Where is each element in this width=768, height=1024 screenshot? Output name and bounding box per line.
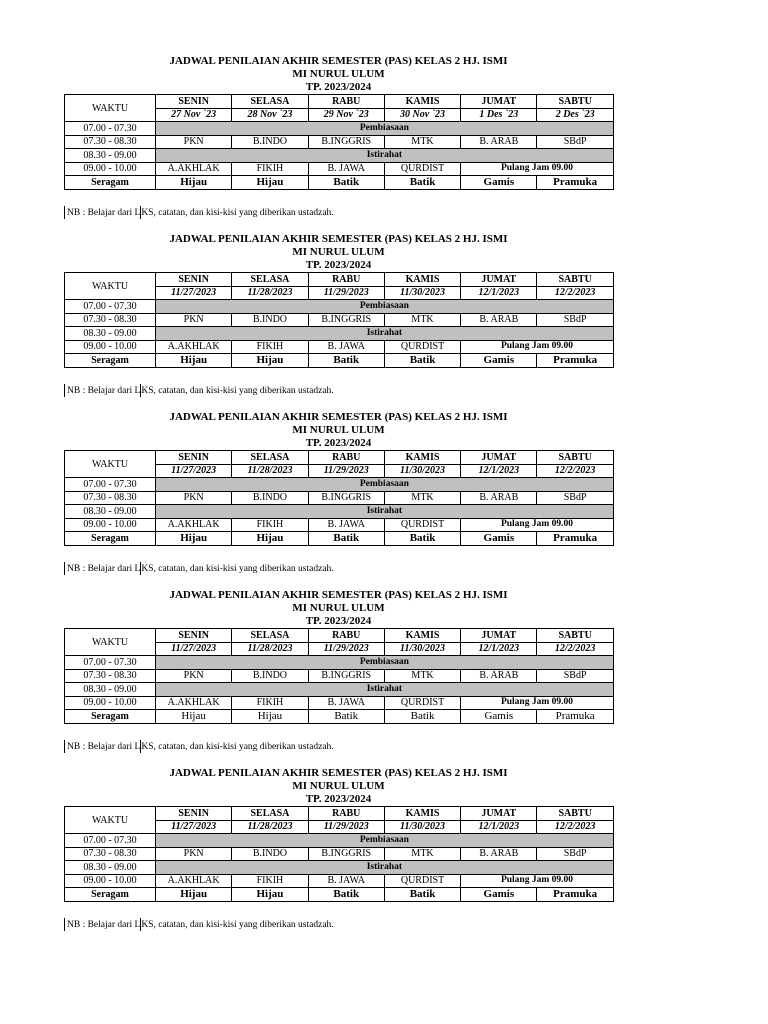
row-pembiasaan [65,300,614,314]
row-istirahat [65,327,614,341]
seragam-cell: Batik [384,710,460,724]
header-row-days [65,273,614,287]
header-row-days [65,629,614,643]
time-cell: 07.30 - 08.30 [65,313,156,327]
row-session-1 [65,847,614,861]
date-cell: 11/30/2023 [384,642,460,656]
subject-cell: MTK [384,491,460,505]
day-header: RABU [308,273,384,287]
subject-cell: B. ARAB [461,491,537,505]
subject-cell: QURDIST [384,696,460,710]
subject-cell: A.AKHLAK [156,162,232,176]
subject-cell: B. JAWA [308,162,384,176]
note-text-start: NB : Belajar dari L [67,563,141,574]
subject-cell: SBdP [537,135,613,149]
day-header: SELASA [232,273,308,287]
seragam-cell: Batik [308,710,384,724]
subject-cell: FIKIH [232,340,308,354]
header-row-days [65,807,614,821]
date-cell: 11/28/2023 [232,286,308,300]
subject-cell: A.AKHLAK [156,874,232,888]
note-text-end: KS, catatan, dan kisi-kisi yang diberikan ustadzah. [141,385,334,396]
subject-cell: MTK [384,669,460,683]
date-cell: 11/27/2023 [156,286,232,300]
title-line-2: MI NURUL ULUM [292,602,385,614]
time-cell: 08.30 - 09.00 [65,149,156,163]
note-margin-bar [64,384,65,397]
seragam-cell: Hijau [232,710,308,724]
date-cell: 11/30/2023 [384,464,460,478]
day-header: SABTU [537,95,613,109]
row-seragam [65,354,614,368]
subject-cell: A.AKHLAK [156,696,232,710]
pembiasaan-cell: Pembiasaan [156,656,614,670]
istirahat-cell: Istirahat [156,861,614,875]
day-header: SABTU [537,807,613,821]
day-header: SENIN [156,95,232,109]
waktu-header: WAKTU [65,807,156,834]
istirahat-cell: Istirahat [156,505,614,519]
pulang-cell: Pulang Jam 09.00 [461,162,614,176]
subject-cell: PKN [156,135,232,149]
date-cell: 28 Nov `23 [232,108,308,122]
pulang-cell: Pulang Jam 09.00 [461,696,614,710]
day-header: SABTU [537,273,613,287]
subject-cell: QURDIST [384,162,460,176]
date-cell: 30 Nov `23 [384,108,460,122]
row-pembiasaan [65,834,614,848]
row-seragam [65,176,614,190]
note-margin-bar [64,918,65,931]
subject-cell: B.INGGRIS [308,313,384,327]
seragam-cell: Hijau [156,532,232,546]
date-cell: 11/28/2023 [232,642,308,656]
day-header: SABTU [537,629,613,643]
subject-cell: B.INDO [232,313,308,327]
schedule-block [64,411,613,576]
time-cell: 09.00 - 10.00 [65,162,156,176]
seragam-cell: Pramuka [537,176,613,190]
time-cell: 09.00 - 10.00 [65,874,156,888]
schedule-table [64,94,614,190]
waktu-header: WAKTU [65,629,156,656]
date-cell: 12/2/2023 [537,464,613,478]
row-session-2 [65,162,614,176]
title-line-2: MI NURUL ULUM [292,424,385,436]
seragam-label: Seragam [65,710,156,724]
subject-cell: B. JAWA [308,340,384,354]
seragam-cell: Pramuka [537,888,613,902]
seragam-label: Seragam [65,176,156,190]
seragam-cell: Hijau [156,176,232,190]
seragam-cell: Pramuka [537,354,613,368]
title-line-3: TP. 2023/2024 [305,259,372,271]
note-line [64,918,613,932]
seragam-cell: Gamis [461,710,537,724]
time-cell: 07.00 - 07.30 [65,834,156,848]
schedule-table [64,628,614,724]
date-cell: 12/1/2023 [461,820,537,834]
seragam-label: Seragam [65,532,156,546]
subject-cell: B. JAWA [308,874,384,888]
seragam-cell: Batik [308,176,384,190]
seragam-cell: Hijau [232,532,308,546]
date-cell: 2 Des `23 [537,108,613,122]
subject-cell: FIKIH [232,162,308,176]
day-header: KAMIS [384,807,460,821]
note-text-start: NB : Belajar dari L [67,919,141,930]
day-header: SENIN [156,807,232,821]
subject-cell: B.INDO [232,491,308,505]
note-margin-bar [64,740,65,753]
title-line-3: TP. 2023/2024 [305,793,372,805]
date-cell: 11/27/2023 [156,820,232,834]
title-line-1: JADWAL PENILAIAN AKHIR SEMESTER (PAS) KELAS 2 HJ. ISMI [169,55,508,67]
schedule-block [64,233,613,398]
day-header: JUMAT [461,451,537,465]
pembiasaan-cell: Pembiasaan [156,300,614,314]
subject-cell: B. JAWA [308,518,384,532]
note-text-end: KS, catatan, dan kisi-kisi yang diberikan ustadzah. [141,741,334,752]
day-header: SENIN [156,451,232,465]
note-text-end: KS, catatan, dan kisi-kisi yang diberikan ustadzah. [141,563,334,574]
subject-cell: MTK [384,135,460,149]
note-margin-bar [64,206,65,219]
day-header: JUMAT [461,95,537,109]
subject-cell: MTK [384,847,460,861]
schedule-table [64,272,614,368]
date-cell: 12/2/2023 [537,642,613,656]
title-line-2: MI NURUL ULUM [292,246,385,258]
row-session-2 [65,696,614,710]
title-line-3: TP. 2023/2024 [305,615,372,627]
waktu-header: WAKTU [65,273,156,300]
schedule-title [64,411,613,450]
date-cell: 11/29/2023 [308,820,384,834]
date-cell: 11/29/2023 [308,642,384,656]
note-text-end: KS, catatan, dan kisi-kisi yang diberikan ustadzah. [141,919,334,930]
title-line-1: JADWAL PENILAIAN AKHIR SEMESTER (PAS) KELAS 2 HJ. ISMI [169,233,508,245]
day-header: KAMIS [384,451,460,465]
row-session-2 [65,874,614,888]
time-cell: 07.00 - 07.30 [65,122,156,136]
pembiasaan-cell: Pembiasaan [156,478,614,492]
subject-cell: SBdP [537,491,613,505]
date-cell: 11/28/2023 [232,820,308,834]
istirahat-cell: Istirahat [156,683,614,697]
time-cell: 08.30 - 09.00 [65,505,156,519]
note-line [64,740,613,754]
note-text-end: KS, catatan, dan kisi-kisi yang diberikan ustadzah. [141,207,334,218]
subject-cell: B.INGGRIS [308,847,384,861]
row-seragam [65,710,614,724]
subject-cell: PKN [156,313,232,327]
subject-cell: B. ARAB [461,669,537,683]
date-cell: 11/27/2023 [156,464,232,478]
date-cell: 11/30/2023 [384,286,460,300]
row-pembiasaan [65,656,614,670]
time-cell: 08.30 - 09.00 [65,683,156,697]
title-line-3: TP. 2023/2024 [305,437,372,449]
seragam-cell: Hijau [156,354,232,368]
row-session-2 [65,518,614,532]
day-header: KAMIS [384,629,460,643]
note-line [64,206,613,220]
seragam-cell: Hijau [232,888,308,902]
subject-cell: FIKIH [232,696,308,710]
date-cell: 12/1/2023 [461,642,537,656]
row-session-2 [65,340,614,354]
seragam-cell: Gamis [461,888,537,902]
waktu-header: WAKTU [65,95,156,122]
waktu-header: WAKTU [65,451,156,478]
date-cell: 11/30/2023 [384,820,460,834]
seragam-cell: Hijau [232,176,308,190]
date-cell: 11/29/2023 [308,286,384,300]
time-cell: 09.00 - 10.00 [65,340,156,354]
date-cell: 11/29/2023 [308,464,384,478]
day-header: JUMAT [461,273,537,287]
day-header: SELASA [232,95,308,109]
day-header: SENIN [156,273,232,287]
subject-cell: B.INGGRIS [308,669,384,683]
day-header: KAMIS [384,273,460,287]
time-cell: 07.30 - 08.30 [65,669,156,683]
day-header: JUMAT [461,807,537,821]
date-cell: 29 Nov `23 [308,108,384,122]
schedule-table [64,806,614,902]
schedule-block [64,55,613,220]
seragam-cell: Gamis [461,354,537,368]
pulang-cell: Pulang Jam 09.00 [461,518,614,532]
pembiasaan-cell: Pembiasaan [156,834,614,848]
time-cell: 08.30 - 09.00 [65,861,156,875]
seragam-cell: Hijau [156,888,232,902]
header-row-days [65,95,614,109]
seragam-cell: Batik [384,354,460,368]
subject-cell: A.AKHLAK [156,518,232,532]
schedule-block [64,767,613,932]
subject-cell: FIKIH [232,874,308,888]
seragam-label: Seragam [65,888,156,902]
seragam-cell: Pramuka [537,532,613,546]
subject-cell: SBdP [537,669,613,683]
date-cell: 12/1/2023 [461,464,537,478]
date-cell: 11/27/2023 [156,642,232,656]
seragam-cell: Batik [308,888,384,902]
date-cell: 27 Nov `23 [156,108,232,122]
row-session-1 [65,669,614,683]
day-header: KAMIS [384,95,460,109]
subject-cell: QURDIST [384,518,460,532]
seragam-label: Seragam [65,354,156,368]
note-text-start: NB : Belajar dari L [67,385,141,396]
subject-cell: SBdP [537,313,613,327]
subject-cell: B.INDO [232,847,308,861]
subject-cell: SBdP [537,847,613,861]
title-line-2: MI NURUL ULUM [292,780,385,792]
seragam-cell: Pramuka [537,710,613,724]
day-header: SELASA [232,451,308,465]
row-pembiasaan [65,122,614,136]
time-cell: 08.30 - 09.00 [65,327,156,341]
title-line-3: TP. 2023/2024 [305,81,372,93]
istirahat-cell: Istirahat [156,149,614,163]
time-cell: 07.30 - 08.30 [65,847,156,861]
title-line-2: MI NURUL ULUM [292,68,385,80]
day-header: RABU [308,451,384,465]
subject-cell: B. ARAB [461,135,537,149]
day-header: RABU [308,629,384,643]
schedule-title [64,589,613,628]
subject-cell: B.INGGRIS [308,491,384,505]
note-line [64,562,613,576]
subject-cell: B.INDO [232,135,308,149]
subject-cell: QURDIST [384,340,460,354]
note-text-start: NB : Belajar dari L [67,741,141,752]
seragam-cell: Batik [384,176,460,190]
subject-cell: MTK [384,313,460,327]
date-cell: 1 Des `23 [461,108,537,122]
seragam-cell: Batik [384,888,460,902]
schedule-title [64,233,613,272]
day-header: RABU [308,807,384,821]
row-istirahat [65,683,614,697]
subject-cell: B.INGGRIS [308,135,384,149]
row-seragam [65,888,614,902]
row-istirahat [65,505,614,519]
day-header: JUMAT [461,629,537,643]
subject-cell: B. JAWA [308,696,384,710]
title-line-1: JADWAL PENILAIAN AKHIR SEMESTER (PAS) KELAS 2 HJ. ISMI [169,767,508,779]
seragam-cell: Hijau [156,710,232,724]
time-cell: 07.30 - 08.30 [65,491,156,505]
day-header: SELASA [232,807,308,821]
time-cell: 09.00 - 10.00 [65,518,156,532]
subject-cell: FIKIH [232,518,308,532]
subject-cell: A.AKHLAK [156,340,232,354]
subject-cell: QURDIST [384,874,460,888]
subject-cell: B.INDO [232,669,308,683]
time-cell: 07.00 - 07.30 [65,656,156,670]
time-cell: 07.00 - 07.30 [65,300,156,314]
row-istirahat [65,149,614,163]
subject-cell: B. ARAB [461,847,537,861]
time-cell: 07.00 - 07.30 [65,478,156,492]
time-cell: 09.00 - 10.00 [65,696,156,710]
seragam-cell: Gamis [461,532,537,546]
schedule-title [64,55,613,94]
note-margin-bar [64,562,65,575]
row-session-1 [65,313,614,327]
subject-cell: B. ARAB [461,313,537,327]
schedule-table [64,450,614,546]
row-istirahat [65,861,614,875]
schedule-block [64,589,613,754]
istirahat-cell: Istirahat [156,327,614,341]
seragam-cell: Gamis [461,176,537,190]
schedule-title [64,767,613,806]
pulang-cell: Pulang Jam 09.00 [461,340,614,354]
date-cell: 11/28/2023 [232,464,308,478]
row-session-1 [65,135,614,149]
seragam-cell: Hijau [232,354,308,368]
row-pembiasaan [65,478,614,492]
row-seragam [65,532,614,546]
pembiasaan-cell: Pembiasaan [156,122,614,136]
day-header: RABU [308,95,384,109]
row-session-1 [65,491,614,505]
note-line [64,384,613,398]
title-line-1: JADWAL PENILAIAN AKHIR SEMESTER (PAS) KELAS 2 HJ. ISMI [169,589,508,601]
subject-cell: PKN [156,669,232,683]
subject-cell: PKN [156,491,232,505]
date-cell: 12/2/2023 [537,820,613,834]
day-header: SABTU [537,451,613,465]
date-cell: 12/1/2023 [461,286,537,300]
day-header: SELASA [232,629,308,643]
note-text-start: NB : Belajar dari L [67,207,141,218]
day-header: SENIN [156,629,232,643]
seragam-cell: Batik [308,532,384,546]
seragam-cell: Batik [384,532,460,546]
seragam-cell: Batik [308,354,384,368]
time-cell: 07.30 - 08.30 [65,135,156,149]
date-cell: 12/2/2023 [537,286,613,300]
header-row-days [65,451,614,465]
pulang-cell: Pulang Jam 09.00 [461,874,614,888]
subject-cell: PKN [156,847,232,861]
title-line-1: JADWAL PENILAIAN AKHIR SEMESTER (PAS) KELAS 2 HJ. ISMI [169,411,508,423]
